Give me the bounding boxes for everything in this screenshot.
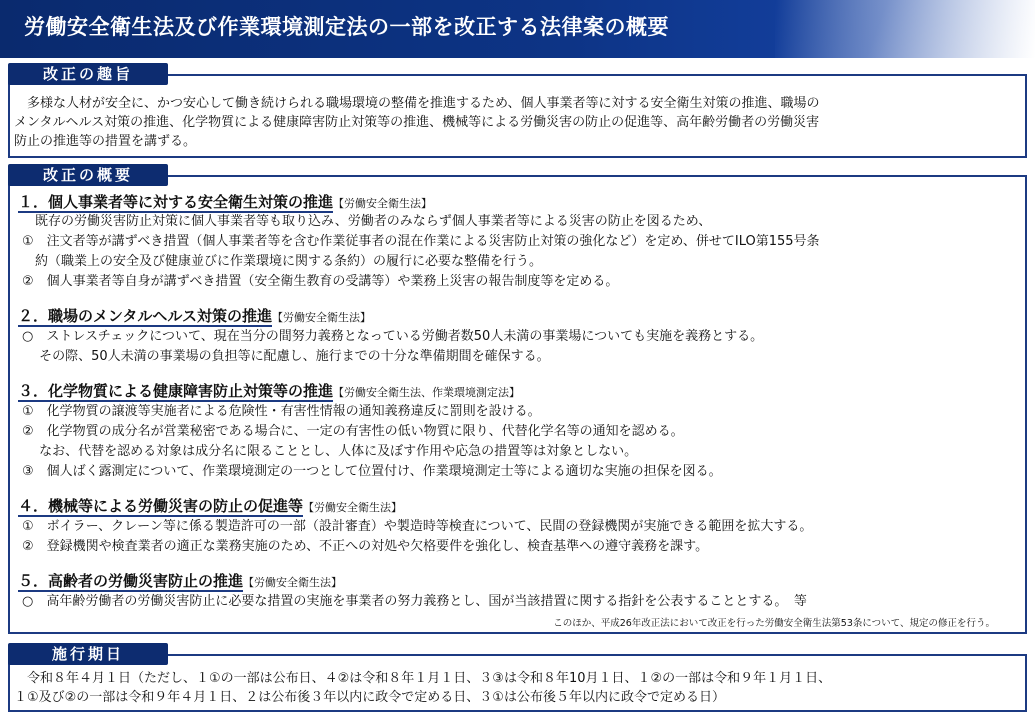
purpose-line-3: 防止の推進等の措置を講ずる。 xyxy=(14,134,197,149)
section-2-heading-text: ２．職場のメンタルヘルス対策の推進 xyxy=(18,307,272,325)
page-title: 労働安全衛生法及び作業環境測定法の一部を改正する法律案の概要 xyxy=(24,15,669,39)
section-5-law: 【労働安全衛生法】 xyxy=(243,576,343,589)
section-3-law: 【労働安全衛生法、作業環境測定法】 xyxy=(333,386,521,399)
s3-line-3: なお、代替を認める対象は成分名に限ることとし、人体に及ぼす作用や応急の措置等は対象としない。 xyxy=(22,444,638,459)
s4-line-2: ② 登録機関や検査業者の適正な業務実施のため、不正への対処や欠格要件を強化し、検査基準への遵守義務を課す。 xyxy=(22,539,709,554)
s2-line-2: その際、50人未満の事業場の負担等に配慮し、施行までの十分な準備期間を確保する。 xyxy=(22,349,550,364)
section-1-heading-text: １．個人事業者等に対する安全衛生対策の推進 xyxy=(18,193,334,211)
section-4-heading xyxy=(18,495,402,516)
section-1-law: 【労働安全衛生法】 xyxy=(333,197,433,210)
section-5-heading-text: ５．高齢者の労働災害防止の推進 xyxy=(18,572,244,590)
s3-line-2: ② 化学物質の成分名が営業秘密である場合に、一定の有害性の低い物質に限り、代替化学名等の通知を認める。 xyxy=(22,424,684,439)
section-4-law: 【労働安全衛生法】 xyxy=(303,501,403,514)
s2-line-1: ○ ストレスチェックについて、現在当分の間努力義務となっている労働者数50人未満の事業場についても実施を義務とする。 xyxy=(22,329,764,344)
s3-line-1: ① 化学物質の譲渡等実施者による危険性・有害性情報の通知義務違反に罰則を設ける。 xyxy=(22,404,541,419)
s1-line-4: ② 個人事業者等自身が講ずべき措置（安全衛生教育の受講等）や業務上災害の報告制度等を定める。 xyxy=(22,274,619,289)
s5-line-1: ○ 高年齢労働者の労働災害防止に必要な措置の実施を事業者の努力義務とし、国が当該措置に関する指針を公表することとする。 等 xyxy=(22,594,807,609)
section-2-heading xyxy=(18,305,371,326)
header-decoration xyxy=(775,0,1035,58)
s1-line-3: 約（職業上の安全及び健康並びに作業環境に関する条約）の履行に必要な整備を行う。 xyxy=(22,254,543,269)
overview-title: 改正の概要 xyxy=(8,164,168,186)
s1-line-2: ① 注文者等が講ずべき措置（個人事業者等を含む作業従事者の混在作業による災害防止対策の強化など）を定め、併せてILO第155号条 xyxy=(22,234,820,249)
s4-line-1: ① ボイラー、クレーン等に係る製造許可の一部（設計審査）や製造時等検査について、民間の登録機関が実施できる範囲を拡大する。 xyxy=(22,519,813,534)
effective-line-1: 令和８年４月１日（ただし、１①の一部は公布日、４②は令和８年１月１日、３③は令和８年10月１日、１②の一部は令和９年１月１日、 xyxy=(14,671,832,686)
purpose-line-2: メンタルヘルス対策の推進、化学物質による健康障害防止対策等の推進、機械等による労働災害の防止の促進等、高年齢労働者の労働災害 xyxy=(14,115,820,130)
purpose-title: 改正の趣旨 xyxy=(8,63,168,85)
section-5-heading xyxy=(18,570,342,591)
effective-date-title: 施行期日 xyxy=(8,643,168,665)
purpose-line-1: 多様な人材が安全に、かつ安心して働き続けられる職場環境の整備を推進するため、個人事業者等に対する安全衛生対策の推進、職場の xyxy=(14,96,820,111)
section-2-law: 【労働安全衛生法】 xyxy=(271,311,371,324)
s3-line-4: ③ 個人ばく露測定について、作業環境測定の一つとして位置付け、作業環境測定士等による適切な実施の担保を図る。 xyxy=(22,464,722,479)
section-1-heading xyxy=(18,191,432,212)
section-3-heading xyxy=(18,380,520,401)
s1-line-1: 既存の労働災害防止対策に個人事業者等も取り込み、労働者のみならず個人事業者等による災害の防止を図るため、 xyxy=(22,214,712,229)
overview-note: このほか、平成26年改正法において改正を行った労働安全衛生法第53条について、規定の修正を行う。 xyxy=(553,618,995,629)
effective-line-2: １①及び②の一部は令和９年４月１日、２は公布後３年以内に政令で定める日、３①は公布後５年以内に政令で定める日） xyxy=(14,690,725,705)
section-4-heading-text: ４．機械等による労働災害の防止の促進等 xyxy=(18,497,304,515)
section-3-heading-text: ３．化学物質による健康障害防止対策等の推進 xyxy=(18,382,334,400)
page-header xyxy=(0,0,1035,58)
